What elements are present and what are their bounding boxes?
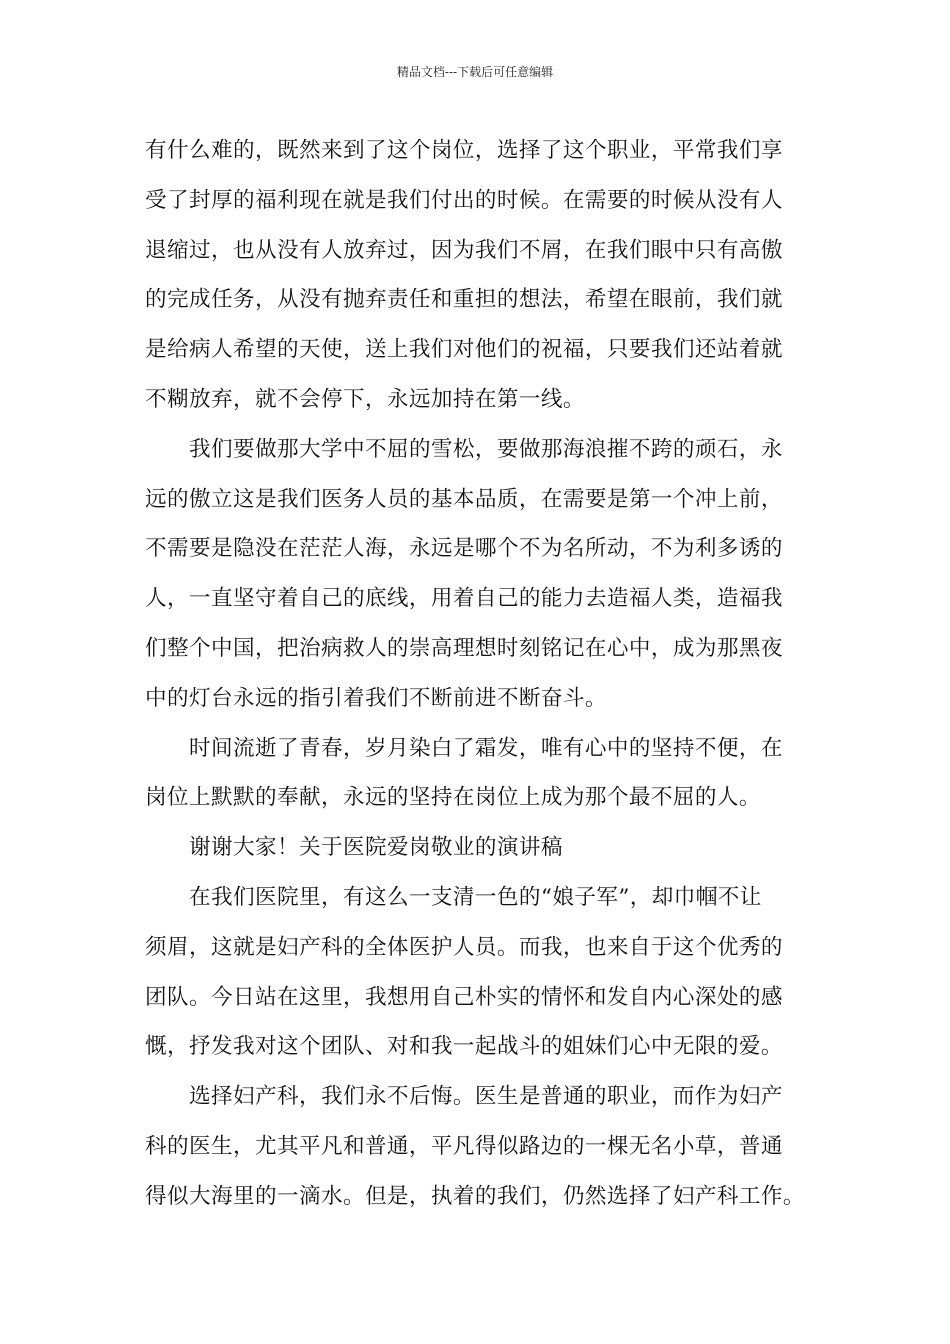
- paragraph-5: [145, 873, 825, 1072]
- paragraph-6: [145, 1072, 825, 1221]
- text-line: 不需要是隐没在茫茫人海，永远是哪个不为名所动，不为利多诱的: [145, 536, 783, 562]
- text-line: 在我们医院里，有这么一支清一色的“娘子军”，却巾帼不让: [189, 884, 762, 910]
- text-line: 人，一直坚守着自己的底线，用着自己的能力去造福人类，造福我: [145, 586, 783, 612]
- text-line: 得似大海里的一滴水。但是，执着的我们，仍然选择了妇产科工作。: [145, 1183, 805, 1209]
- text-line: 谢谢大家！关于医院爱岗敬业的演讲稿: [189, 835, 563, 861]
- paragraph-4-title: [145, 823, 825, 873]
- paragraph-1: [145, 126, 825, 425]
- document-body: [145, 126, 825, 1222]
- text-line: 退缩过，也从没有人放弃过，因为我们不屑，在我们眼中只有高傲: [145, 237, 783, 263]
- text-line: 中的灯台永远的指引着我们不断前进不断奋斗。: [145, 685, 607, 711]
- text-line: 有什么难的，既然来到了这个岗位，选择了这个职业，平常我们享: [145, 138, 783, 163]
- text-line: 须眉，这就是妇产科的全体医护人员。而我，也来自于这个优秀的: [145, 934, 783, 960]
- text-line: 时间流逝了青春，岁月染白了霜发，唯有心中的坚持不便，在: [189, 735, 783, 761]
- text-line: 不糊放弃，就不会停下，永远加持在第一线。: [145, 386, 585, 412]
- text-line: 受了封厚的福利现在就是我们付出的时候。在需要的时候从没有人: [145, 187, 783, 213]
- text-line: 科的医生，尤其平凡和普通，平凡得似路边的一棵无名小草，普通: [145, 1133, 783, 1159]
- paragraph-3: [145, 724, 825, 824]
- text-line: 们整个中国，把治病救人的崇高理想时刻铭记在心中，成为那黑夜: [145, 635, 783, 661]
- text-line: 的完成任务，从没有抛弃责任和重担的想法，希望在眼前，我们就: [145, 287, 783, 313]
- text-line: 是给病人希望的天使，送上我们对他们的祝福，只要我们还站着就: [145, 337, 783, 363]
- page-header: 精品文档---下载后可任意编辑: [396, 65, 554, 79]
- text-line: 岗位上默默的奉献，永远的坚持在岗位上成为那个最不屈的人。: [145, 785, 761, 811]
- paragraph-2: [145, 425, 825, 724]
- text-line: 我们要做那大学中不屈的雪松，要做那海浪摧不跨的顽石，永: [189, 436, 783, 462]
- text-line: 选择妇产科，我们永不后悔。医生是普通的职业，而作为妇产: [189, 1084, 783, 1110]
- text-line: 慨，抒发我对这个团队、对和我一起战斗的姐妹们心中无限的爱。: [145, 1034, 783, 1060]
- text-line: 团队。今日站在这里，我想用自己朴实的情怀和发自内心深处的感: [145, 984, 783, 1010]
- text-line: 远的傲立这是我们医务人员的基本品质，在需要是第一个冲上前，: [145, 486, 783, 512]
